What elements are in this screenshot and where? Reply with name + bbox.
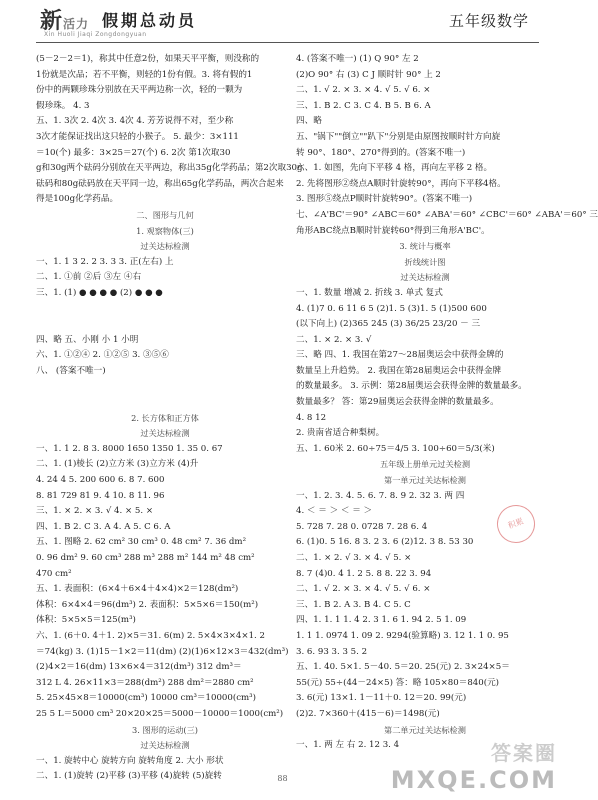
answer-line: 一、1. 2. 3. 4. 5. 6. 7. 8. 9 2. 32 3. 两 四	[296, 490, 465, 501]
answer-line: 五、1. 60米 2. 60÷75＝4/5 3. 100÷60＝5/3(米)	[296, 443, 495, 454]
answer-line: 五、"锅下""倒立""趴下"分别是由原图按顺时针方向旋	[296, 131, 501, 142]
answer-line: 转 90°、180°、270°得到的。(答案不唯一)	[296, 147, 466, 158]
answer-line: 470 cm²	[36, 568, 72, 579]
answer-line: 二、图形与几何	[136, 209, 194, 220]
answer-line: 三、1. (1) ● ● ● ● (2) ● ● ●	[36, 287, 163, 298]
answer-line: 一、1. 旋转中心 旋转方向 旋转角度 2. 大小 形状	[36, 755, 224, 766]
answer-line: 312 L 4. 26×11×3＝288(dm²) 288 dm²＝2880 cm²	[36, 677, 254, 688]
answer-line: 二、1. √ 2. × 3. × 4. √ 5. √ 6. ×	[296, 85, 431, 96]
answer-line: 一、1. 两 左 右 2. 12 3. 4	[296, 740, 400, 751]
answer-line: 二、1. × 2. √ 3. × 4. √ 5. ×	[296, 553, 412, 563]
answer-line: 1. 观察物体(三)	[136, 225, 194, 236]
answer-line: 七、∠A'BC'＝90° ∠ABC＝60° ∠ABA'＝60° ∠CBC'＝60° ∠ABA'＝60° 三	[296, 209, 598, 220]
answer-line: 3. 6. 93 3. 3 5. 2	[296, 646, 368, 657]
answer-line: 体积：6×4×4＝96(dm³) 2. 表面积：5×5×6＝150(m²)	[36, 599, 259, 610]
answer-line: 过关达标检测	[140, 740, 190, 751]
answer-line: 五年级上册单元过关检测	[379, 459, 471, 470]
series-pinyin: Xin Huoli Jiaqi Zongdongyuan	[44, 31, 147, 38]
answer-line: ＝10(个) 最多：3×25＝27(个) 6. 2次 第1次取30	[36, 147, 231, 158]
answer-line: 四、略	[296, 116, 322, 127]
answer-line: 数量呈上升趋势。 2. 我国在第28届奥运会中获得金牌	[296, 365, 502, 376]
answer-line	[36, 302, 294, 318]
answer-line: 2. 长方体和正方体	[131, 412, 199, 423]
answer-line: 体积：5×5×5＝125(m³)	[36, 615, 136, 626]
answer-line: ＝74(kg) 3. (1)15－1×2＝11(dm) (2)(1)6×12×3＝432(dm³)	[36, 646, 289, 657]
answer-line: 三、1. × 2. × 3. √ 4. × 5. ×	[36, 506, 154, 517]
answer-line: 1份就是次品；若不平衡，则轻的1份有假。3. 将有假的1	[36, 69, 253, 80]
answer-line: 二、1. (1)棱长 (2)立方米 (3)立方米 (4)升	[36, 459, 199, 470]
answer-line: 三、略 四、1. 我国在第27～28届奥运会中获得金牌的	[296, 350, 504, 361]
answer-line: (2)2. 7×360＋(415－6)＝1498(元)	[296, 708, 440, 719]
header-rule	[36, 42, 539, 43]
page-number: 88	[277, 774, 288, 783]
answer-line: 8. 7 (4)0. 4 1. 2 5. 8 8. 22 3. 94	[296, 568, 432, 579]
answer-line: 25 5 L＝5000 cm³ 20×20×25＝5000－10000＝1000(cm²)	[36, 708, 284, 719]
answer-line: g和30g两个砝码分别放在天平两边，称出35g化学药品；第2次取30g	[36, 163, 303, 174]
stamp: 积累	[492, 500, 541, 549]
answer-line: 六、1. ①②④ 2. ①②⑤ 3. ③⑤⑥	[36, 350, 169, 361]
answer-line: 0. 96 dm² 9. 60 cm³ 288 m³ 288 m² 144 m² 48 cm²	[36, 553, 255, 563]
answer-line: 二、1. ①前 ②后 ③左 ④右	[36, 272, 142, 283]
answer-line: 3次才能保证找出这只轻的小猴子。 5. 最少：3×111	[36, 131, 239, 142]
answer-line: 二、1. (1)旋转 (2)平移 (3)平移 (4)旋转 (5)旋转	[36, 771, 222, 782]
answer-line: 第一单元过关达标检测	[384, 475, 466, 486]
page-header	[0, 0, 565, 46]
answer-line: 4. ＜ ＝ ＞ ＜ ＝ ＞	[296, 506, 373, 517]
answer-line: 1. 1 1. 0974 1. 09 2. 9294(验算略) 3. 12 1. 1 0. 95	[296, 630, 509, 641]
answer-line: 的数量最多。 3. 示例：第28届奥运会获得金牌的数量最多。	[296, 381, 527, 392]
answer-line: 4. (答案不唯一) (1) Q 90° 左 2	[296, 54, 419, 64]
answer-line: 得是100g化学药品。	[36, 194, 119, 205]
answer-line: 4. (1)7 0. 6 11 6 5 (2)1. 5 (3)1. 5 (1)500 600	[296, 303, 487, 314]
answer-line: 4. 24 4 5. 200 600 6. 8 7. 600	[36, 475, 165, 486]
answer-line: (以下向上) (2)365 245 (3) 36/25 23/20 － 三	[296, 319, 481, 330]
answer-line: 一、1. 1 3 2. 2 3. 3 3. 正(左右) 上	[36, 256, 174, 267]
answer-line: 五、1. 40. 5×1. 5－40. 5＝20. 25(元) 2. 3×24×5＝	[296, 662, 510, 673]
answer-line: 一、1. 1 2. 8 3. 8000 1650 1350 1. 35 0. 67	[36, 443, 223, 454]
answer-line: 六、1. 如图，先向下平移 4 格，再向左平移 2 格。	[296, 163, 493, 174]
answer-line	[36, 317, 294, 333]
answer-line: 5. 25×45×8＝10000(cm³) 10000 cm³＝10000(cm³)	[36, 693, 256, 704]
answer-line: 二、1. × 2. × 3. √	[296, 334, 372, 345]
right-column	[296, 52, 598, 754]
answer-line	[36, 379, 294, 395]
answer-line: 四、1. B 2. C 3. A 4. A 5. C 6. A	[36, 521, 171, 532]
grade-subject: 五年级数学	[448, 12, 529, 30]
answer-line: 折线统计图	[404, 256, 446, 267]
answer-line: (2)4×2＝16(dm) 13×6×4＝312(dm³) 312 dm³＝	[36, 662, 242, 673]
answer-line: 一、1. 数量 增减 2. 折线 3. 单式 复式	[296, 287, 443, 298]
series-title: 假期总动员	[102, 11, 198, 30]
answer-line: 八、 (答案不唯一)	[36, 365, 106, 376]
answer-line: 五、1. 3次 2. 4次 3. 4次 4. 芳芳说得不对，至少称	[36, 116, 234, 127]
answer-line: 三、1. B 2. C 3. C 4. B 5. B 6. A	[296, 100, 431, 111]
answer-line: 3. 统计与概率	[399, 241, 451, 252]
answer-line: (5－2－2＝1)，称其中任意2份，如果天平平衡，则没称的	[36, 54, 260, 64]
answer-line: 过关达标检测	[140, 241, 190, 252]
answer-line: 2. 先将图形②绕点A顺时针旋转90°，再向下平移4格。	[296, 178, 506, 189]
answer-line: 三、1. B 2. A 3. B 4. C 5. C	[296, 599, 411, 610]
answer-line: 四、略 五、小刚 小 1 小明	[36, 334, 139, 345]
answer-line: 五、1. 图略 2. 62 cm² 30 cm³ 0. 48 cm² 7. 36 dm²	[36, 537, 247, 548]
answer-line: 3. 图形⑤绕点P顺时针旋转90°。(答案不唯一)	[296, 194, 473, 205]
answer-line: 3. 6(元) 13×1. 1－11＋0. 12＝20. 99(元)	[296, 693, 467, 704]
answer-line: 3. 图形的运动(三)	[132, 724, 198, 735]
answer-line: 过关达标检测	[140, 428, 190, 439]
answer-line: 过关达标检测	[400, 272, 450, 283]
answer-line: 二、1. √ 2. × 3. × 4. √ 5. √ 6. ×	[296, 584, 431, 595]
answer-line	[36, 395, 294, 411]
watermark: 答案圈 MXQE.COM	[390, 741, 557, 794]
answer-line: 角形ABC绕点B顺时针旋转60°得到三角形A'BC'。	[296, 225, 490, 236]
left-column	[36, 52, 303, 785]
brand-logo: 新活力	[40, 9, 90, 34]
answer-line: 5. 728 7. 28 0. 0728 7. 28 6. 4	[296, 521, 428, 532]
answer-line: 四、1. 1. 1 1. 4 2. 3 1. 6 1. 94 2. 5 1. 09	[296, 615, 467, 626]
answer-line: 份中的两颗珍珠分别放在天平两边称一次，轻的一颗为	[36, 85, 243, 96]
answer-line: 五、1. 表面积：(6×4＋6×4＋4×4)×2＝128(dm²)	[36, 584, 239, 595]
answer-line: 2. 贵南省适合种梨树。	[296, 428, 385, 439]
answer-line: 4. 8 12	[296, 412, 327, 423]
answer-line: 第二单元过关达标检测	[384, 724, 466, 735]
answer-line: 数量最多？ 答：第29届奥运会获得金牌的数量最多。	[296, 397, 499, 408]
answer-line: 55(元) 55÷(44－24×5) 答：略 105×80＝840(元)	[296, 677, 500, 688]
answer-line: (2)O 90° 右 (3) C J 顺时针 90° 上 2	[296, 69, 441, 80]
answer-line: 6. (1)0. 5 16. 8 3. 2 3. 6 (2)12. 3 8. 53 30	[296, 537, 474, 548]
answer-line: 六、1. (6＋0. 4＋1. 2)×5＝31. 6(m) 2. 5×4×3×4×1. 2	[36, 630, 265, 641]
answer-line: 假珍珠。 4. 3	[36, 100, 90, 111]
answer-line: 砝码和80g砝码放在天平同一边，称出65g化学药品，两次合起来	[36, 178, 284, 189]
answer-line: 8. 81 729 81 9. 4 10. 8 11. 96	[36, 490, 165, 501]
